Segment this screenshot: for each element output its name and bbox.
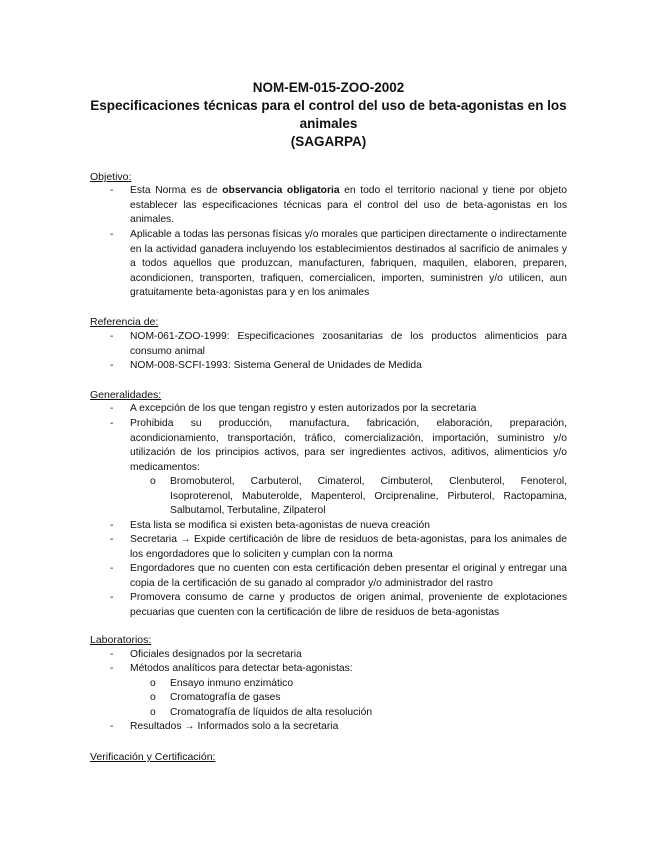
dash-bullet: - [110, 360, 114, 371]
laboratorios-item-2: Métodos analíticos para detectar beta-agonistas: [130, 663, 353, 674]
dash-bullet: - [110, 520, 114, 531]
norm-code: NOM-EM-015-ZOO-2002 [252, 80, 405, 95]
objetivo-item-1: Esta Norma es de observancia obligatoria en todo el territorio nacional y tiene por objeto establecer las especificaciones técnicas para el control del uso de beta-agonistas en los animales. [130, 185, 567, 226]
section-heading-verificacion: Verificación y Certificación: [90, 751, 216, 763]
dash-bullet: - [110, 649, 114, 660]
beta-agonist-list: Bromobuterol, Carbuterol, Cimaterol, Cimbuterol, Clenbuterol, Fenoterol, Isoproterenol, Mabuterolde, Mapenterol, Orciprenaline, Pirbuterol, Ractopamina, Salbutamol, Terbutaline, Zilpaterol [170, 476, 567, 517]
dash-bullet: - [110, 534, 114, 545]
circle-bullet: o [150, 678, 156, 689]
generalidades-item-3: Esta lista se modifica si existen beta-agonistas de nueva creación [130, 520, 430, 531]
dash-bullet: - [110, 331, 114, 342]
agency-name: (SAGARPA) [290, 134, 367, 149]
section-heading-objetivo: Objetivo: [90, 171, 132, 183]
dash-bullet: - [110, 663, 114, 674]
method-item-3: Cromatografía de líquidos de alta resolución [170, 707, 373, 718]
generalidades-item-4: Secretaria → Expide certificación de libre de residuos de beta-agonistas, para los animales de los engordadores que lo soliciten y cumplan con la norma [130, 534, 567, 560]
referencia-item-1: NOM-061-ZOO-1999: Especificaciones zoosanitarias de los productos alimenticios para consumo animal [130, 331, 567, 357]
circle-bullet: o [150, 692, 156, 703]
dash-bullet: - [110, 418, 114, 429]
section-heading-generalidades: Generalidades: [90, 389, 162, 401]
dash-bullet: - [110, 721, 114, 732]
dash-bullet: - [110, 229, 114, 240]
generalidades-item-5: Engordadores que no cuenten con esta certificación deben presentar el original y entregar una copia de la certificación de su ganado al comprador y/o administrador del rastro [130, 563, 567, 589]
dash-bullet: - [110, 403, 114, 414]
generalidades-item-1: A excepción de los que tengan registro y esten autorizados por la secretaria [130, 403, 477, 414]
section-heading-referencia: Referencia de: [90, 316, 159, 328]
referencia-item-2: NOM-008-SCFI-1993: Sistema General de Unidades de Medida [130, 360, 422, 371]
emphasis-text: observancia obligatoria [222, 185, 340, 196]
section-heading-laboratorios: Laboratorios: [90, 634, 152, 646]
dash-bullet: - [110, 185, 114, 196]
norm-title: Especificaciones técnicas para el control del uso de beta-agonistas en los animales [90, 98, 567, 131]
method-item-1: Ensayo inmuno enzimático [170, 678, 294, 689]
circle-bullet: o [150, 707, 156, 718]
dash-bullet: - [110, 592, 114, 603]
generalidades-item-6: Promovera consumo de carne y productos de origen animal, proveniente de explotaciones pecuarias que cuenten con la certificación de libre de residuos de beta-agonistas [130, 592, 567, 618]
method-item-2: Cromatografía de gases [170, 692, 281, 703]
circle-bullet: o [150, 476, 156, 487]
generalidades-item-2: Prohibida su producción, manufactura, fabricación, elaboración, preparación, acondicionamiento, transportación, tráfico, comercialización, importación, suministro y/o utilización de los principios activos, para ser ingredientes activos, aditivos, alimenticios y/o medicamentos: [130, 418, 567, 473]
laboratorios-item-3: Resultados → Informados solo a la secretaria [130, 721, 339, 732]
laboratorios-item-1: Oficiales designados por la secretaria [130, 649, 302, 660]
objetivo-item-2: Aplicable a todas las personas físicas y/o morales que participen directamente o indirectamente en la actividad ganadera incluyendo los establecimientos destinados al sacrificio de animales y a todos aquellos que produzcan, manufacturen, fabriquen, maquilen, elaboren, preparen, acondicionen, transporten, trafiquen, comercialicen, importen, suministren y/o utilicen, aun gratuitamente beta-agonistas para y en los animales [130, 229, 567, 299]
dash-bullet: - [110, 563, 114, 574]
document-title [90, 79, 567, 151]
